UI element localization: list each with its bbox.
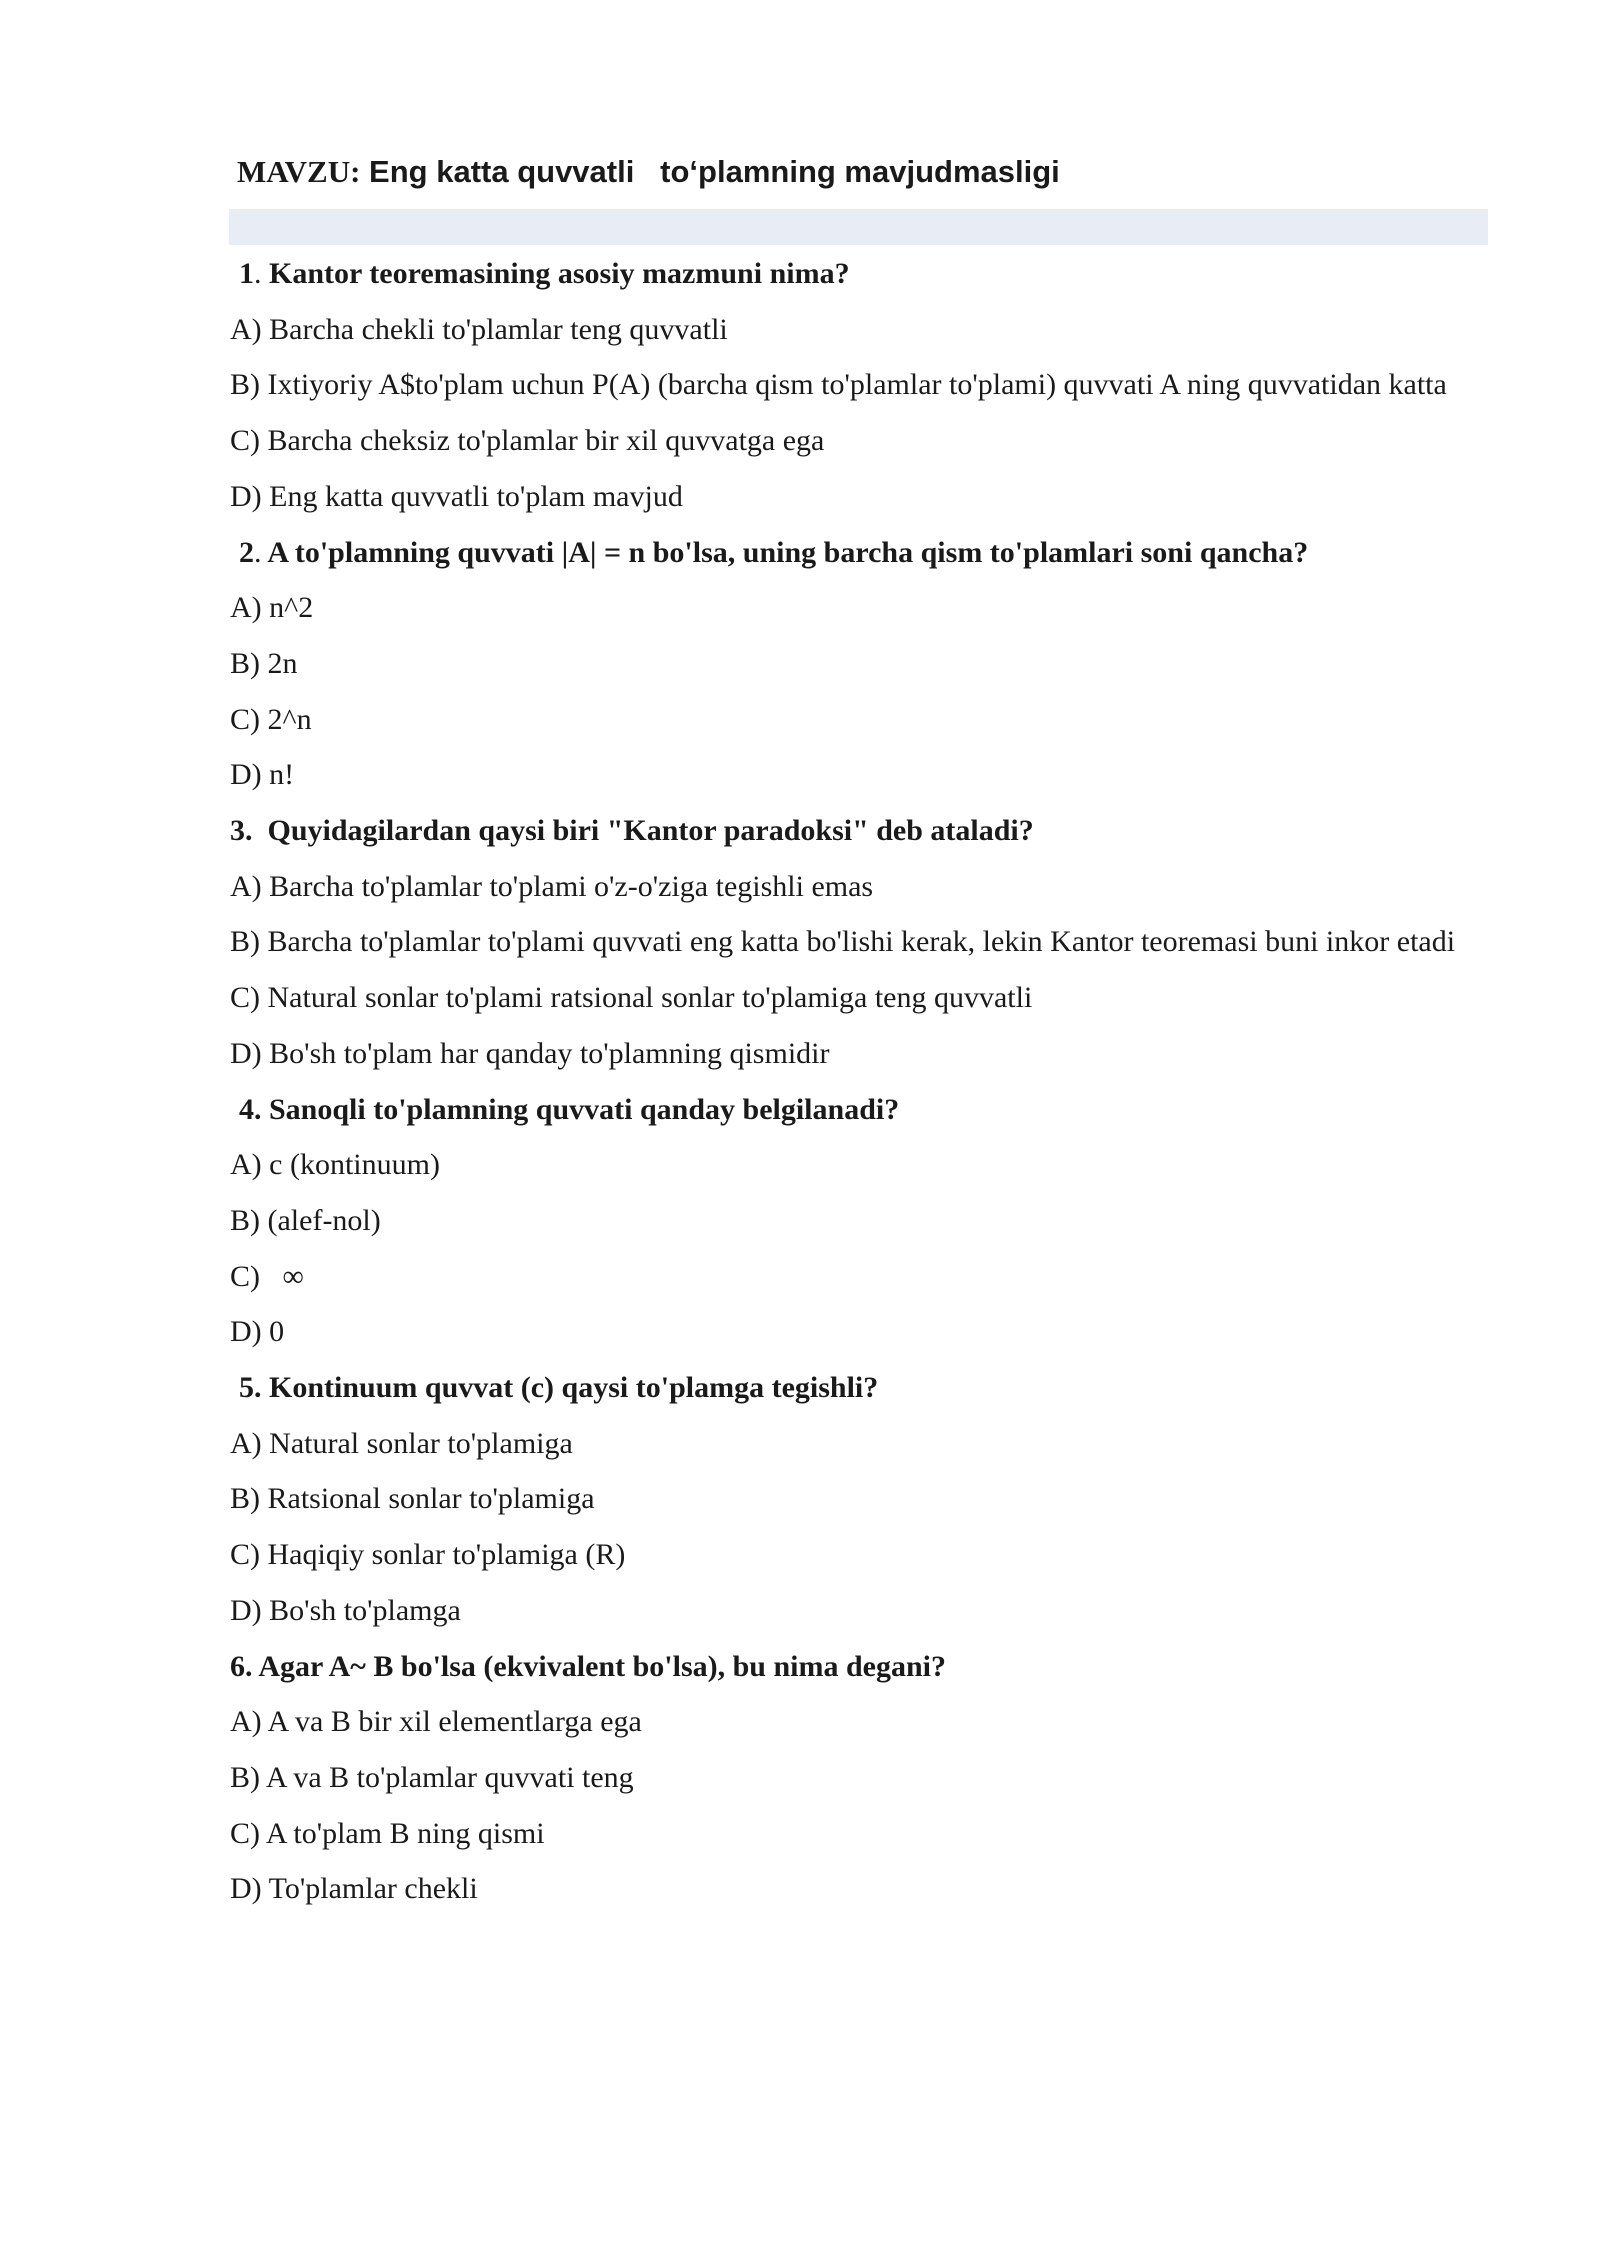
title-text: Eng katta quvvatli to‘plamning mavjudmasligi [360, 154, 1060, 189]
question-6-option-c: C) A to'plam B ning qismi [230, 1816, 545, 1850]
question-3-option-b: B) Barcha to'plamlar to'plami quvvati eng katta bo'lishi kerak, lekin Kantor teoremasi buni inkor etadi [230, 925, 1456, 959]
question-3-heading [230, 803, 1500, 859]
question-text: Agar A~ B bo'lsa (ekvivalent bo'lsa), bu nima degani? [252, 1649, 947, 1683]
page-title [237, 150, 1060, 194]
question-1-heading [230, 246, 1500, 302]
question-5-option-b: B) Ratsional sonlar to'plamiga [230, 1482, 595, 1516]
question-6-heading [230, 1639, 1500, 1695]
question-5-option-a: A) Natural sonlar to'plamiga [230, 1426, 573, 1460]
question-number: 3. [230, 814, 253, 848]
question-2-heading [230, 525, 1500, 581]
question-4-option-c: C) ∞ [230, 1259, 304, 1293]
question-number: 5. [239, 1371, 262, 1405]
question-6-option-a: A) A va B bir xil elementlarga ega [230, 1705, 642, 1739]
title-prefix: MAVZU: [237, 154, 361, 189]
question-3-option-a: A) Barcha to'plamlar to'plami o'z-o'ziga tegishli emas [230, 869, 874, 903]
question-list [230, 246, 1500, 1917]
shaded-divider [229, 209, 1488, 245]
question-1-option-c: C) Barcha cheksiz to'plamlar bir xil quvvatga ega [230, 424, 825, 458]
question-number: 4. [239, 1092, 262, 1126]
question-6-option-b: B) A va B to'plamlar quvvati teng [230, 1760, 634, 1794]
question-3-option-c: C) Natural sonlar to'plami ratsional sonlar to'plamiga teng quvvatli [230, 981, 1033, 1015]
question-5-option-c: C) Haqiqiy sonlar to'plamiga (R) [230, 1538, 626, 1572]
question-2-option-a: A) n^2 [230, 591, 314, 625]
question-2-option-d: D) n! [230, 758, 295, 792]
question-4-heading [230, 1082, 1500, 1138]
question-4-option-b: B) (alef-nol) [230, 1203, 381, 1237]
question-number: 1 [239, 257, 254, 290]
question-2-option-c: C) 2^n [230, 702, 312, 736]
question-1-option-b: B) Ixtiyoriy A$to'plam uchun P(A) (barcha qism to'plamlar to'plami) quvvati A ning quvvatidan katta [230, 368, 1447, 402]
question-number: 2 [239, 535, 254, 569]
question-text: Quyidagilardan qaysi biri "Kantor paradoksi" deb ataladi? [252, 814, 1034, 848]
question-3-option-d: D) Bo'sh to'plam har qanday to'plamning qismidir [230, 1036, 830, 1070]
question-2-option-b: B) 2n [230, 646, 298, 680]
question-text: Kontinuum quvvat (c) qaysi to'plamga tegishli? [261, 1371, 879, 1405]
question-text: A to'plamning quvvati |A| = n bo'lsa, uning barcha qism to'plamlari soni qancha? [261, 535, 1309, 569]
question-5-heading [230, 1360, 1500, 1416]
question-text: Sanoqli to'plamning quvvati qanday belgilanadi? [261, 1092, 900, 1126]
question-number-sep: . [254, 257, 262, 290]
question-1-option-a: A) Barcha chekli to'plamlar teng quvvatli [230, 312, 728, 346]
question-6-option-d: D) To'plamlar chekli [230, 1872, 478, 1906]
question-text: Kantor teoremasining asosiy mazmuni nima? [261, 257, 850, 290]
question-number-sep: . [254, 535, 262, 569]
question-5-option-d: D) Bo'sh to'plamga [230, 1593, 461, 1627]
question-1-option-d: D) Eng katta quvvatli to'plam mavjud [230, 479, 683, 513]
question-number: 6. [230, 1649, 253, 1683]
question-4-option-a: A) c (kontinuum) [230, 1148, 440, 1182]
question-4-option-d: D) 0 [230, 1315, 285, 1349]
